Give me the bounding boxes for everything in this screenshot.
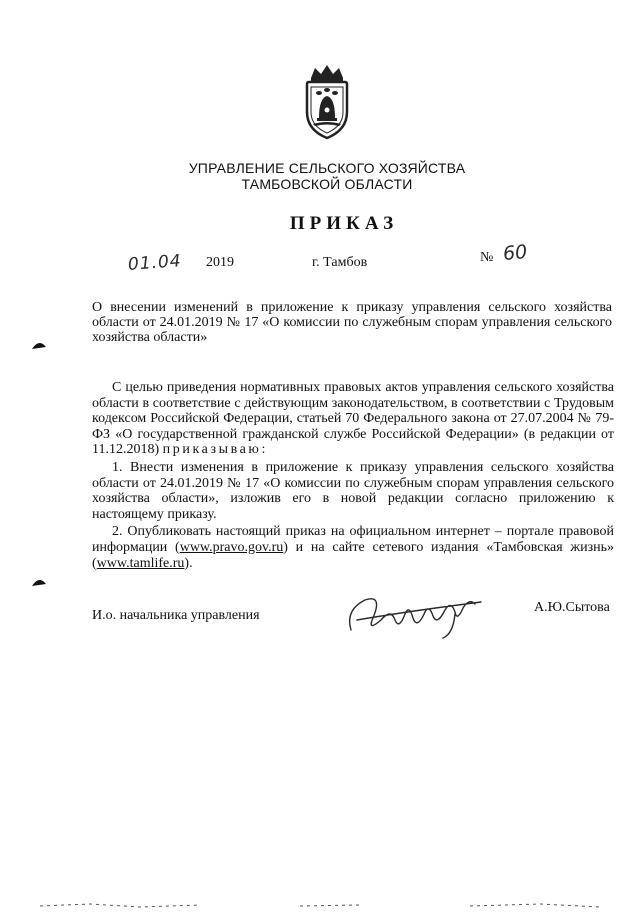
organization-name-line2: ТАМБОВСКОЙ ОБЛАСТИ	[241, 176, 413, 192]
item-1-paragraph: 1. Внести изменения в приложение к приказу управления сельского хозяйства области от 24.01.2019 № 17 «О комиссии по служебным спорам управления сельского хозяйства области», изложив его в новой редакции согласно приложению к настоящему приказу.	[92, 459, 614, 522]
tamlife-link[interactable]: www.tamlife.ru	[96, 555, 185, 571]
signatory-position: И.о. начальника управления	[92, 608, 260, 623]
signatory-name: А.Ю.Сытова	[534, 600, 610, 615]
scan-bottom-edge	[0, 896, 640, 905]
order-word: приказываю:	[162, 442, 268, 458]
document-title: ПРИКАЗ	[289, 213, 399, 234]
pravo-link[interactable]: www.pravo.gov.ru	[179, 539, 284, 555]
scan-hole-mark	[32, 336, 46, 345]
document-city: г. Тамбов	[312, 255, 368, 270]
document-year: 2019	[206, 255, 234, 270]
handwritten-date: 01.04	[127, 251, 183, 275]
organization-name-line1: УПРАВЛЕНИЕ СЕЛЬСКОГО ХОЗЯЙСТВА	[188, 160, 466, 176]
tambov-coat-of-arms-icon	[297, 62, 357, 142]
scan-hole-mark	[32, 573, 46, 582]
document-subject: О внесении изменений в приложение к приказу управления сельского хозяйства области от 24.01.2019 № 17 «О комиссии по служебным спорам управления сельского хозяйства области»	[92, 300, 612, 345]
document-body	[92, 380, 614, 571]
intro-text: С целью приведения нормативных правовых актов управления сельского хозяйства области в соответствие с действующим законодательством, в соответствии с Трудовым кодексом Российской Федерации, статьей 70 Федерального закона от 27.07.2004 № 79-ФЗ «О государственной гражданской службе Российской Федерации» (в редакции от 11.12.2018)	[92, 380, 614, 458]
handwritten-signature	[343, 590, 493, 640]
item-2-text-a: 2. Опубликовать настоящий приказ на официальном интернет – портале правовой информации (	[92, 524, 614, 555]
number-sign: №	[480, 250, 494, 265]
item-2-text-b: ) и на сайте сетевого издания «Тамбовская жизнь» (	[92, 539, 615, 571]
item-2-text-c: ).	[184, 555, 193, 571]
handwritten-number: 60	[502, 240, 529, 266]
item-2-paragraph	[92, 524, 614, 571]
intro-paragraph	[92, 380, 614, 458]
